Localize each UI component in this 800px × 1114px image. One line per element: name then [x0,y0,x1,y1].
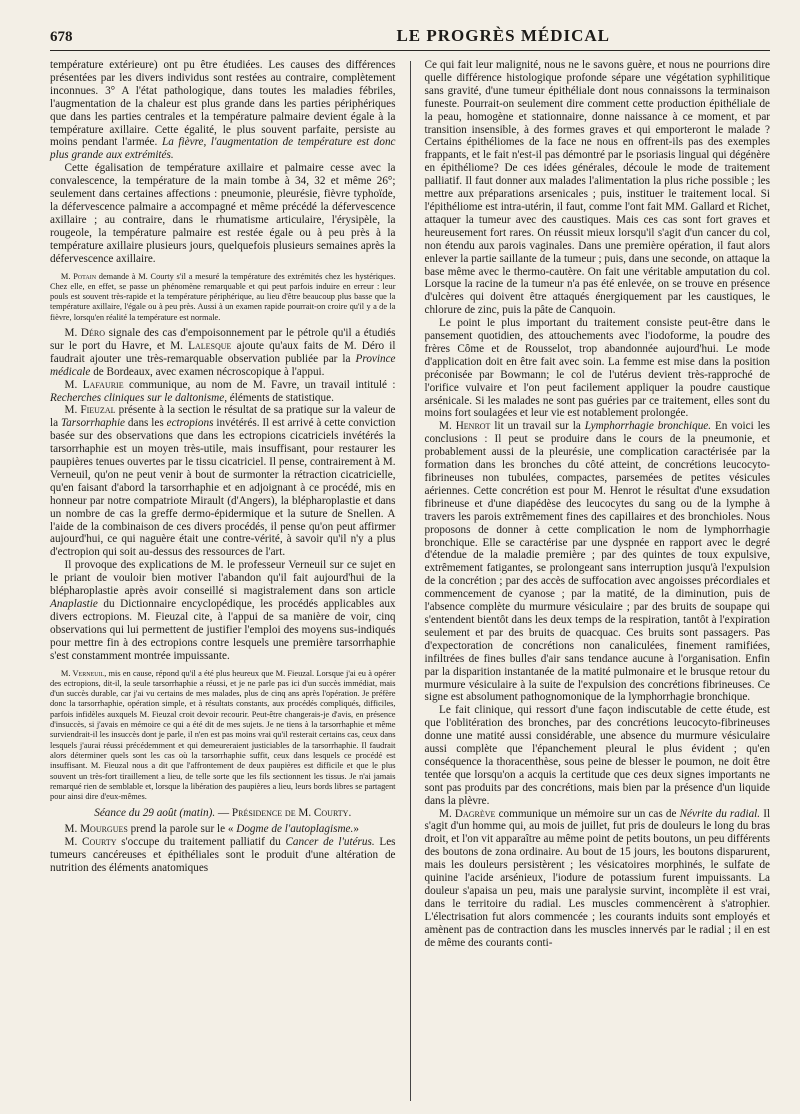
paragraph: M. Henrot lit un travail sur la Lymphorrhagie bronchique. En voici les conclusions : Il peut se produire dans le cours de la pneumonie, et probablement aussi de la pleurésie, une complication caractérisée par la formation dans les bronches du côté atteint, de concrétions leucocyto-fibrineuses non tubulées, compactes, parsemées de petites vésicules aériennes. Cette concrétion est pour M. Henrot le résultat d'une exsudation fibrineuse et d'une diapédèse des leucocytes du sang ou de la lymphe à travers les parois extrêmement fines des capillaires et des bronchioles. Nous proposons de donner à cette complication le nom de lymphorrhagie bronchique. Elle se caractérise par une dyspnée en rapport avec le degré d'étendue de la maladie première ; par des quintes de toux expulsive, extrêmement fatigantes, se prolongeant sans interruption jusqu'à l'expulsion de la concrétion ; par des accès de suffocation avec angoisses précordiales et commencement de cyanose ; par la matité, de la diminution, puis de l'absence complète du murmure vésiculaire ; par des bruits de soupape qui s'entendent bientôt dans les deux temps de la respiration, tantôt à l'expiration seulement et par des bruits de quacquac. Ces bruits sont passagers. Pas d'expectoration de concrétions non canaliculées, finement ramifiées, infiltrées de fines bulles d'air sans tendance aucune à l'organisation. Enfin par la disparition instantanée de la matité pulmonaire et le brusque retour du murmure vésiculaire à la suite de l'expulsion des concrétions fibrineuses. Ce signe est absolument pathognomonique de la lymphorrhagie bronchique. [424,420,771,704]
paragraph: M. Fieuzal présente à la section le résultat de sa pratique sur la valeur de la Tarsorrhaphie dans les ectropions invétérés. Il est arrivé à cette conviction basée sur des observations que dans les ectropions cicatriciels invétérés la tarsorrhaphie est un moyen très-utile, mais insuffisant, pour restaurer les paupières tenues ouvertes par le tissu cicatriciel. Il pense, contrairement à M. Verneuil, qu'on ne peut venir à bout de surmonter la rétraction cicatricielle, qu'en faisant d'abord la tarsorrhaphie et en adjoignant à ce procédé, mis en honneur par notre compatriote Mirault (d'Angers), la blépharoplastie et dans un nombre de cas la greffe dermo-épidermique et la suture de Snellen. A l'aide de la combinaison de ces divers procédés, il pense qu'on peut affirmer aujourd'hui, ce qui naguère était une contre-vérité, à savoir qu'il n'y a plus d'ectropion qui soit au-dessus des ressources de l'art. [50,404,396,559]
paragraph: Il provoque des explications de M. le professeur Verneuil sur ce sujet en le priant de vouloir bien motiver l'abandon qu'il fait aujourd'hui de la blépharoplastie après avoir conseillé si magistralement dans son article Anaplastie du Dictionnaire encyclopédique, les procédés applicables aux divers ectropions. M. Fieuzal cite, à l'appui de sa manière de voir, cinq observations qui lui permettent de justifier l'emploi des moyens sus-indiqués pour mettre fin à des ectropions contre lesquels une première tarsorrhaphie s'est constamment montrée impuissante. [50,559,396,662]
paragraph: Cette égalisation de température axillaire et palmaire cesse avec la convalescence, la température de la main tombe à 34, 32 et même 26°; seulement dans certaines affections : pneumonie, pleurésie, fièvre typhoïde, la défervescence palmaire a accompagné et même précédé la défervescence axillaire ; au contraire, dans le rhumatisme articulaire, l'érysipèle, la rougeole, la température palmaire est restée égale ou à peu près à la température axillaire plusieurs jours, quelquefois plusieurs semaines après la défervescence axillaire. [50,162,396,265]
paragraph: M. Déro signale des cas d'empoisonnement par le pétrole qu'il a étudiés sur le port du Havre, et M. Lalesque ajoute qu'aux faits de M. Déro il faudrait ajouter une très-remarquable observation publiée par la Province médicale de Bordeaux, avec examen nécroscopique à l'appui. [50,326,396,378]
paragraph: Ce qui fait leur malignité, nous ne le savons guère, et nous ne pourrions dire quelle différence histologique profonde sépare une végétation syphilitique sans gravité, d'une tumeur épithéliale dont nous connaissons la terminaison funeste. Pourrait-on seulement dire comment cette production épithéliale de la peau, homogène et stationnaire, donne naissance à ce moment, et par transition insensible, à des formes graves et qui emporteront le malade ? Certains épithéliomes de la face ne nous en offrent-ils pas des exemples frappants, et le fait n'est-il pas démontré par le psoriasis lingual qui dégénère en épithéliome? De ces idées générales, découle le mode de traitement palliatif. Il faut donner aux malades l'alimentation la plus riche possible ; les mettre aux préparations arsenicales ; puis, instituer le traitement local. Si l'épithéliome est intra-utérin, il faut, comme l'ont fait MM. Gallard et Richet, attaquer la tumeur avec des caustiques. Mais ces cas sont fort graves et heureusement fort rares. On réussit mieux lorsqu'il s'agit d'un cancer du col, non étendu aux parois vaginales. Dans une première opération, il faut alors enlever la partie saillante de la tumeur ; puis, dans une seconde, on attaque la base même avec le thermo-cautère. On fait une véritable amputation du col. Lorsque la racine de la tumeur n'a pas été enlevée, on se trouve en présence d'ulcères qui doivent être attaqués énergiquement par les caustiques, le chlorure de zinc, puis la pâte de Canquoin. [424,59,771,317]
paragraph: Le fait clinique, qui ressort d'une façon indiscutable de cette étude, est que l'oblitération des bronches, par des concrétions leucocyto-fibrineuses donne une matité aussi considérable, une absence du murmure vésiculaire aussi complète que l'épanchement pleural le plus évident ; qu'en conséquence la thoracenthèse, sous peine de blesser le poumon, ne doit être tentée que lorsqu'on a acquis la certitude que ces deux signes importants ne sont pas produits par des concrétions, mais bien par la présence d'un liquide dans la plèvre. [424,704,771,807]
session-heading: Séance du 29 août (matin). — Présidence de M. Courty. [94,807,352,820]
columns [50,59,770,1101]
paragraph: M. Dagrève communique un mémoire sur un cas de Névrite du radial. Il s'agit d'un homme qui, au mois de juillet, fut pris de douleurs le long du bras droit, et l'on vit apparaître au même point de petits boutons, un peu différents des boutons de zona ordinaire. Au bout de 15 jours, les boutons disparurent, mais les douleurs persistèrent ; les vésicatoires morphinés, le sulfate de quinine l'acide arsénieux, l'iodure de potassium furent impuissants. La douleur s'apaisa un peu, mais une paralysie survint, incomplète il est vrai, dans le territoire du radial. Les muscles commencèrent à s'atrophier. L'électrisation fut alors commencée ; les courants induits sont employés et amènent pas de contraction dans les muscles innervés par le radial ; il en est de même des courants conti- [424,807,771,949]
right-column [425,59,771,1101]
discussion-note: M. Potain demande à M. Courty s'il a mesuré la température des extrémités chez les hystériques. Chez elle, en effet, se passe un phénomène remarquable et qui peut parfois induire en erreur : leur pouls est souvent très-rapide et la température périphérique, au lieu d'être beaucoup plus basse que la température axillaire, l'égale ou à peu près. Aussi à un examen rapide pourrait-on croire qu'il y a de la fièvre, lorsqu'en réalité la température est normale. [50,271,396,322]
paragraph: M. Lafaurie communique, au nom de M. Favre, un travail intitulé : Recherches cliniques sur le daltonisme, éléments de statistique. [50,378,396,404]
journal-title: LE PROGRÈS MÉDICAL [396,26,610,45]
paragraph: M. Courty s'occupe du traitement palliatif du Cancer de l'utérus. Les tumeurs cancéreuses et épithéliales sont le produit d'une altération de nutrition des éléments anatomiques [50,836,396,875]
column-divider [410,61,411,1101]
page-header [50,26,770,51]
discussion-note: M. Verneuil, mis en cause, répond qu'il a été plus heureux que M. Fieuzal. Lorsque j'ai eu à opérer des ectropions, dit-il, la seule tarsorrhaphie a réussi, et je ne parle pas ici d'un succès immédiat, mais d'un succès durable, car j'ai vu certains de mes malades, plus de cinq ans après l'opération. Je préfère donc la tarsorrhaphie, opération simple, et à résultats constants, aux procédés compliqués, difficiles, parfois infidèles auxquels M. Fieuzal croit devoir recourir. Peut-être changerais-je d'avis, en présence d'insuccès, si j'avais en mémoire ce qui a été dit de mes sujets. Je ne tiens à la tarsorrhaphie et même surviendrait-il les insuccès dont je parle, il n'en est pas moins vrai qu'il resterait certains cas, ceux dans lesquels j'aurai réussi précédemment et qui demeureraient justiciables de la tarsorrhaphie. Il faudrait alors déterminer quels sont les cas où la tarsorrhaphie suffit, ceux dans lesquels ce procédé est insuffisant. M. Fieuzal nous a dit que l'affrontement de deux paupières est difficile et que le plus souvent un très-fort tiraillement a lieu, de telle sorte que les fils sectionnent les tissus. Je n'ai jamais remarqué rien de semblable et, lorsque la libération des paupières a lieu, leurs bords libres se partagent pour ainsi dire d'eux-mêmes. [50,668,396,802]
page-number: 678 [50,29,73,45]
paragraph: M. Mourgues prend la parole sur le « Dogme de l'autoplagisme.» [64,823,359,836]
left-column [50,59,396,1101]
paragraph: Le point le plus important du traitement consiste peut-être dans le pansement quotidien, des attouchements avec l'iodoforme, la poudre des frères Côme et de Rousselot, trop abandonnée aujourd'hui. Le mode d'application doit en être fait avec soin. La femme est mise dans la position préconisée par Bowmann; le col de l'utérus devient très-rapproché de l'orifice vulvaire et l'on peut facilement appliquer la poudre caustique arsénicale. Si les malades ne sont pas guéries par ce traitement, elles sont du moins fort soulagées et leur vie est notablement prolongée. [424,317,771,420]
paragraph: température extérieure) ont pu être étudiées. Les causes des différences présentées par les divers individus sont restées au contraire, complètement inconnues. 3° A l'état pathologique, dans toutes les maladies fébriles, l'augmentation de la chaleur est plus grande dans les parties périphériques que dans les parties centrales et la température palmaire devient égale à la température axillaire. Cette égalité, le plus souvent parfaite, persiste au moins pendant l'armée. La fièvre, l'augmentation de température est donc plus grande aux extrémités. [50,59,396,162]
